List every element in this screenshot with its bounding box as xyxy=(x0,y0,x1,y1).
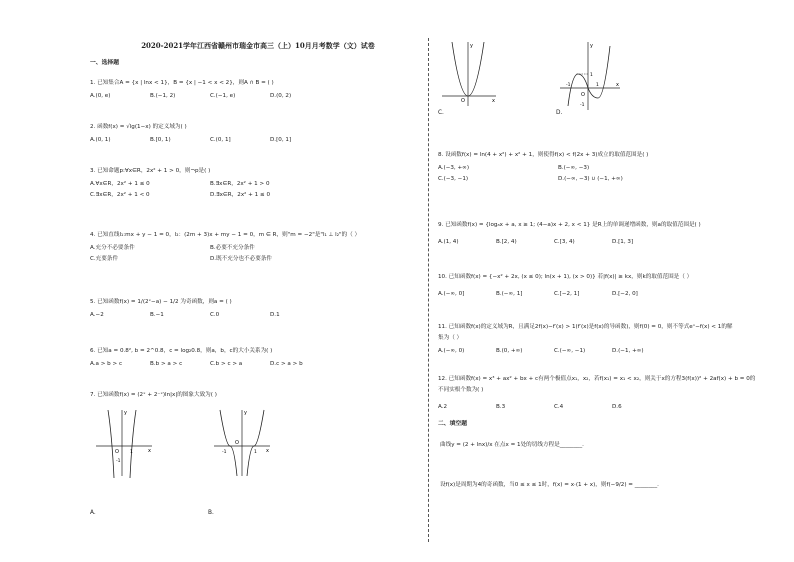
question-options xyxy=(90,137,418,144)
option-b[interactable]: B.(0, +∞) xyxy=(496,347,523,354)
option-d[interactable]: D.1 xyxy=(270,311,280,318)
option-d[interactable]: D.6 xyxy=(612,403,622,410)
option-b[interactable]: B.必要不充分条件 xyxy=(210,244,255,251)
option-a[interactable]: A.2 xyxy=(438,403,448,410)
graph-option-c[interactable] xyxy=(440,40,498,108)
question-11 xyxy=(436,324,746,355)
graph-label-x: x xyxy=(266,448,269,454)
graph-label-y: y xyxy=(244,410,247,416)
graph-option-c-label: C. xyxy=(438,110,444,116)
graph-label-origin: O xyxy=(115,449,119,455)
question-5 xyxy=(88,299,418,319)
option-a[interactable]: A.∀x∈R，2x² + 1 ≤ 0 xyxy=(90,180,150,187)
question-6 xyxy=(88,348,418,368)
graph-label-one: 1 xyxy=(596,83,599,88)
option-c[interactable]: C.4 xyxy=(554,403,564,410)
option-d[interactable]: D.(0, 2) xyxy=(270,92,292,99)
graph-label-one-y: 1 xyxy=(590,73,593,78)
graph-option-d[interactable] xyxy=(558,40,622,112)
option-d[interactable]: D.(−∞, −3) ∪ (−1, +∞) xyxy=(558,175,623,182)
option-c[interactable]: C.(0, 1] xyxy=(210,136,231,143)
option-c[interactable]: C.0 xyxy=(210,311,220,318)
option-b[interactable]: B.(−∞, 1] xyxy=(496,290,523,297)
option-a[interactable]: A.(1, 4) xyxy=(438,238,459,245)
option-d[interactable]: D.(−1, +∞) xyxy=(612,347,644,354)
question-options xyxy=(438,291,746,298)
option-d[interactable]: D.既不充分也不必要条件 xyxy=(210,255,273,262)
option-d[interactable]: D.[0, 1] xyxy=(270,136,292,143)
question-stem: 5. 已知函数f(x) = 1/(2ˣ−a) − 1/2 为奇函数，则a = ( ) xyxy=(90,299,232,305)
graph-label-y: y xyxy=(124,410,127,416)
question-stem: 12. 已知函数f(x) = x³ + ax² + bx + c有两个极值点x₁，x₂，若f(x₁) = x₁ < x₂，则关于x的方程3(f(x))² + 2af(x) + b = 0的 xyxy=(438,376,756,382)
option-b[interactable]: B.∃x∈R，2x² + 1 > 0 xyxy=(210,180,270,187)
graph-option-d-label: D. xyxy=(556,110,563,116)
question-4 xyxy=(88,232,418,263)
question-options xyxy=(90,245,418,263)
graph-label-one: 1 xyxy=(254,450,257,455)
graph-label-one: 1 xyxy=(130,450,133,455)
fill-question-1: 曲线y = (2 + lnx)/x 在点x = 1处的切线方程是________. xyxy=(440,442,584,448)
question-options xyxy=(438,165,746,183)
graph-label-origin: O xyxy=(235,440,239,446)
question-stem: 7. 已知函数f(x) = (2ˣ + 2⁻ˣ)ln|x|的图象大致为( ) xyxy=(90,392,217,398)
option-b[interactable]: B.[0, 1) xyxy=(150,136,171,143)
option-a[interactable]: A.a > b > c xyxy=(90,360,123,367)
option-d[interactable]: D.c > a > b xyxy=(270,360,303,367)
question-options xyxy=(438,348,746,355)
option-c[interactable]: C.(−1, e) xyxy=(210,92,236,99)
graph-label-y: y xyxy=(470,43,473,49)
question-1 xyxy=(88,80,418,100)
option-a[interactable]: A.(0, e) xyxy=(90,92,111,99)
question-stem: 6. 已知a = 0.8², b = 2^0.8，c = log₂0.8，则a，b，c的大小关系为( ) xyxy=(90,348,273,354)
question-stem: 3. 已知命题p:∀x∈R，2x² + 1 > 0，则¬p是( ) xyxy=(90,168,211,174)
graph-label-x: x xyxy=(492,98,495,104)
fill-question-2: 设f(x)是周期为4的奇函数，当0 ≤ x ≤ 1时，f(x) = x·(1 + x)，则f(−9/2) = ________. xyxy=(440,482,659,488)
option-b[interactable]: B.[2, 4) xyxy=(496,238,517,245)
option-d[interactable]: D.∃x∈R，2x² + 1 ≤ 0 xyxy=(210,191,270,198)
option-b[interactable]: B.(−1, 2) xyxy=(150,92,176,99)
question-10 xyxy=(436,274,746,298)
graph-label-neg-one: -1 xyxy=(222,450,227,455)
question-options xyxy=(438,404,746,411)
question-9 xyxy=(436,222,746,246)
graph-option-b-label: B. xyxy=(208,510,214,516)
question-stem: 10. 已知函数f(x) = {−x² + 2x, (x ≤ 0); ln(x + 1), (x > 0)} 若|f(x)| ≥ kx，则k的取值范围是（ ） xyxy=(438,274,693,280)
question-8 xyxy=(436,152,746,183)
option-b[interactable]: B.−1 xyxy=(150,311,164,318)
question-stem: 2. 函数f(x) = √lg(1−x) 的定义域为( ) xyxy=(90,124,187,130)
option-b[interactable]: B.(−∞, −3) xyxy=(558,164,590,171)
question-7 xyxy=(88,392,418,399)
question-stem: 1. 已知集合A = {x | lnx < 1}，B = {x | −1 < x < 2}，则A ∩ B = ( ) xyxy=(90,80,274,86)
section-heading-choice: 一、选择题 xyxy=(90,59,119,66)
question-12 xyxy=(436,376,756,411)
option-b[interactable]: B.b > a > c xyxy=(150,360,183,367)
graph-label-origin: O xyxy=(581,92,585,98)
option-b[interactable]: B.3 xyxy=(496,403,506,410)
graph-option-a-label: A. xyxy=(90,510,96,516)
graph-option-a[interactable] xyxy=(94,406,154,478)
option-c[interactable]: C.(−∞, −1) xyxy=(554,347,586,354)
graph-label-neg-one: -1 xyxy=(566,83,571,88)
option-d[interactable]: D.[1, 3] xyxy=(612,238,634,245)
option-c[interactable]: C.[−2, 1] xyxy=(554,290,580,297)
option-c[interactable]: C.∃x∈R，2x² + 1 < 0 xyxy=(90,191,150,198)
graph-label-neg-one: -1 xyxy=(116,459,121,464)
option-c[interactable]: C.充要条件 xyxy=(90,255,119,262)
question-options xyxy=(90,181,418,199)
option-a[interactable]: A.(0, 1) xyxy=(90,136,111,143)
question-stem-cont: 集为（ ） xyxy=(438,334,463,341)
option-a[interactable]: A.充分不必要条件 xyxy=(90,244,135,251)
graph-label-y: y xyxy=(590,43,593,49)
option-a[interactable]: A.(−∞, 0) xyxy=(438,347,465,354)
option-d[interactable]: D.[−2, 0] xyxy=(612,290,638,297)
graph-label-x: x xyxy=(148,448,151,454)
question-3 xyxy=(88,168,418,199)
graph-label-origin: O xyxy=(461,98,465,104)
left-column xyxy=(88,41,418,516)
question-options xyxy=(90,361,418,368)
question-options xyxy=(438,239,746,246)
question-stem: 4. 已知直线l₁:mx + y − 1 = 0，l₂：(2m + 3)x + my − 1 = 0，m ∈ R，则"m = −2"是"l₁ ⊥ l₂"的（ ） xyxy=(90,232,361,238)
option-c[interactable]: C.b > c > a xyxy=(210,360,243,367)
option-c[interactable]: C.(−3, −1) xyxy=(438,175,469,182)
question-stem: 11. 已知函数f(x)的定义域为R，且满足2f(x)−f′(x) > 1(f′(x)是f(x)的导函数)，则f(0) = 0，则不等式eˣ−f(x) < 1的解 xyxy=(438,324,733,330)
option-a[interactable]: A.−2 xyxy=(90,311,104,318)
exam-title: 2020-2021学年江西省赣州市瑞金市高三（上）10月月考数学（文）试卷 xyxy=(141,41,375,50)
question-options xyxy=(90,312,418,319)
graph-option-b[interactable] xyxy=(212,406,272,478)
question-stem: 9. 已知函数f(x) = {logₐx + a, x ≥ 1; (4−a)x + 2, x < 1} 是R上的单调递增函数，则a的取值范围是( ) xyxy=(438,222,701,228)
graph-label-x: x xyxy=(616,82,619,88)
question-stem: 8. 设函数f(x) = ln(4 + x²) + x² + 1，则使得f(x) < f(2x + 3)成立的取值范围是( ) xyxy=(438,152,649,158)
question-2 xyxy=(88,124,418,144)
column-divider xyxy=(428,38,429,542)
option-a[interactable]: A.(−∞, 0] xyxy=(438,290,465,297)
question-stem-cont: 不同实根个数为( ) xyxy=(438,386,484,393)
option-c[interactable]: C.[3, 4) xyxy=(554,238,575,245)
question-options xyxy=(90,93,418,100)
option-a[interactable]: A.(−3, +∞) xyxy=(438,164,470,171)
section-heading-fill: 二、填空题 xyxy=(438,421,467,427)
graph-label-neg-one-y: -1 xyxy=(580,103,585,108)
